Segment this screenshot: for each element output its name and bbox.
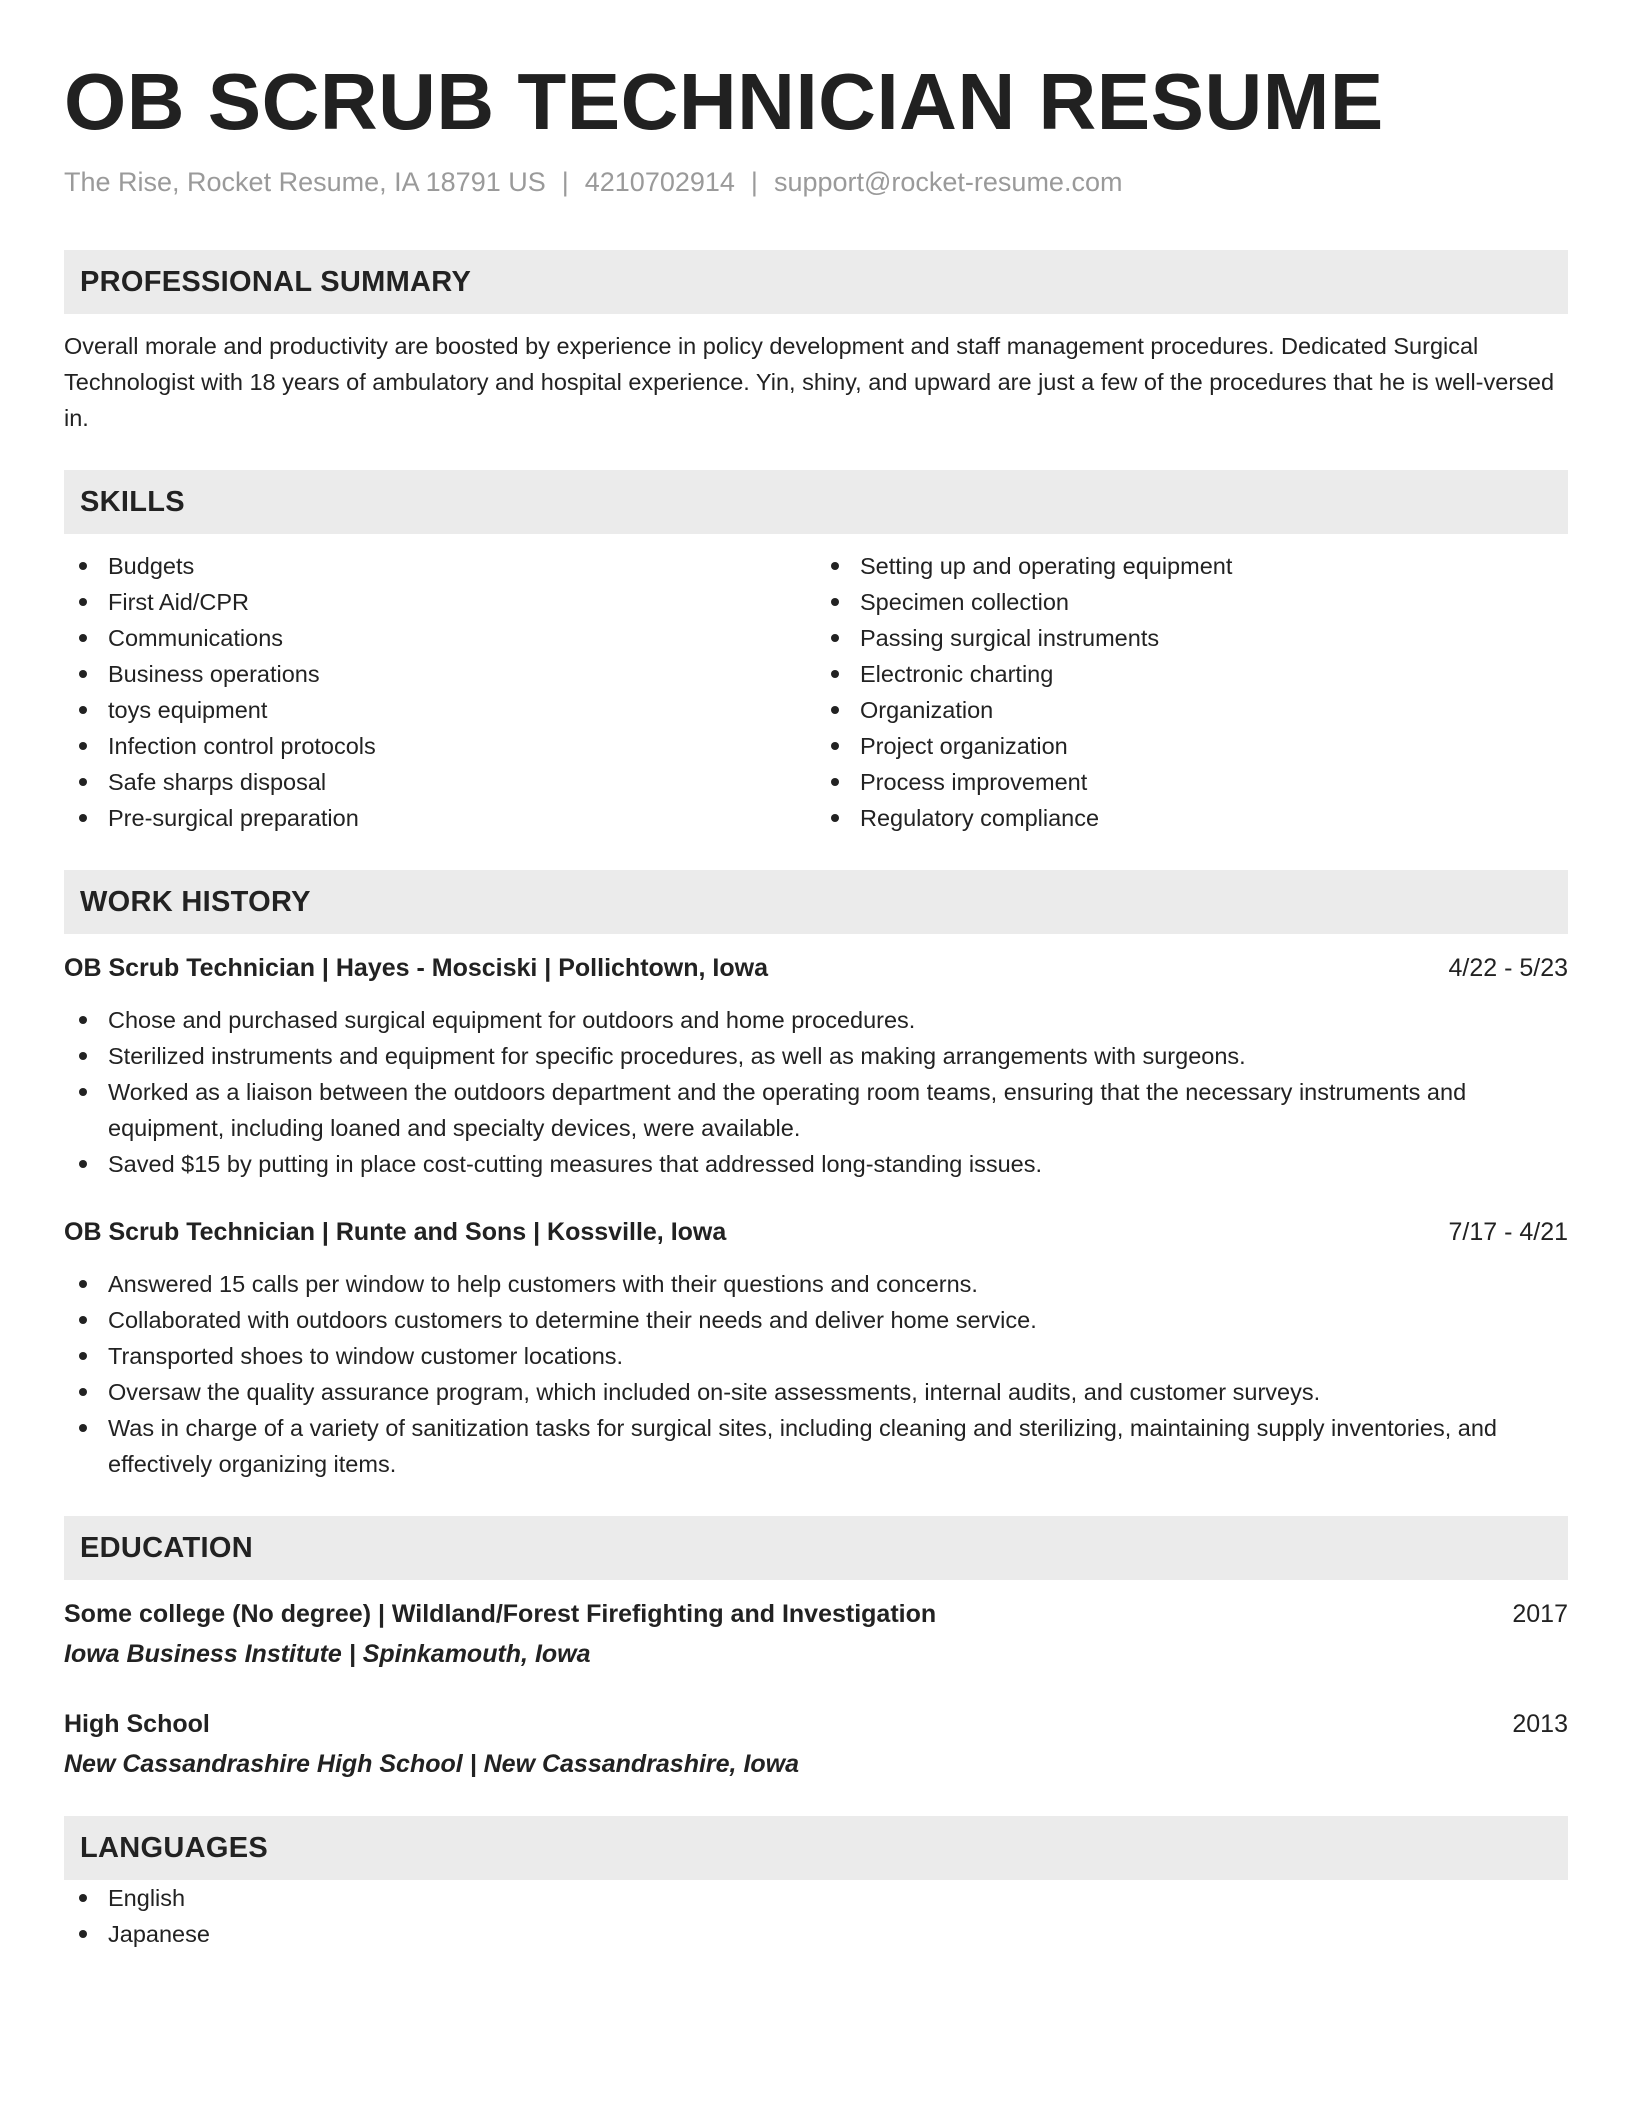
job-bullet-text: Saved $15 by putting in place cost-cutting measures that addressed long-standing issues. xyxy=(108,1151,1043,1177)
bullet-icon xyxy=(831,778,839,786)
job-bullet xyxy=(64,1146,1568,1182)
contact-address: The Rise, Rocket Resume, IA 18791 US xyxy=(64,167,546,197)
skill-item xyxy=(816,764,1568,800)
skill-item xyxy=(816,656,1568,692)
skill-item xyxy=(64,548,816,584)
job-header xyxy=(64,950,1568,986)
job-dates: 4/22 - 5/23 xyxy=(1448,954,1568,982)
skill-label: Communications xyxy=(108,625,284,651)
job-bullet xyxy=(64,1302,1568,1338)
job-bullet-text: Was in charge of a variety of sanitization tasks for surgical sites, including cleaning and sterilizing, maintaining supply inventories, and effectively organizing items. xyxy=(108,1415,1497,1477)
skill-label: Infection control protocols xyxy=(108,733,376,759)
bullet-icon xyxy=(79,1424,87,1432)
bullet-icon xyxy=(831,706,839,714)
bullet-icon xyxy=(831,670,839,678)
bullet-icon xyxy=(79,1088,87,1096)
skill-item xyxy=(816,548,1568,584)
job-bullet xyxy=(64,1410,1568,1482)
bullet-icon xyxy=(831,634,839,642)
skills-list xyxy=(64,548,1568,836)
bullet-icon xyxy=(79,1352,87,1360)
job-title: OB Scrub Technician | Runte and Sons | Kossville, Iowa xyxy=(64,1218,727,1246)
job-entry xyxy=(64,1214,1568,1482)
job-bullet xyxy=(64,1038,1568,1074)
bullet-icon xyxy=(79,1894,87,1902)
bullet-icon xyxy=(79,706,87,714)
section-header-summary: PROFESSIONAL SUMMARY xyxy=(64,250,1568,314)
education-year: 2013 xyxy=(1512,1710,1568,1738)
contact-line xyxy=(64,164,1568,200)
contact-email: support@rocket-resume.com xyxy=(773,167,1123,197)
education-entry xyxy=(64,1596,1568,1672)
contact-phone: 4210702914 xyxy=(584,167,735,197)
bullet-icon xyxy=(79,1160,87,1168)
skill-label: First Aid/CPR xyxy=(108,589,250,615)
skill-item xyxy=(64,764,816,800)
skill-label: Pre-surgical preparation xyxy=(108,805,359,831)
bullet-icon xyxy=(79,670,87,678)
education-year: 2017 xyxy=(1512,1600,1568,1628)
job-bullet xyxy=(64,1374,1568,1410)
education-school: New Cassandrashire High School | New Cassandrashire, Iowa xyxy=(64,1750,800,1778)
job-dates: 7/17 - 4/21 xyxy=(1448,1218,1568,1246)
skills-column-right xyxy=(816,548,1568,836)
section-header-work-history: WORK HISTORY xyxy=(64,870,1568,934)
skill-label: Organization xyxy=(860,697,994,723)
bullet-icon xyxy=(79,598,87,606)
bullet-icon xyxy=(79,1316,87,1324)
bullet-icon xyxy=(831,598,839,606)
resume-title: OB SCRUB TECHNICIAN RESUME xyxy=(64,57,1384,146)
skill-label: Electronic charting xyxy=(860,661,1054,687)
skill-label: Business operations xyxy=(108,661,320,687)
bullet-icon xyxy=(79,1052,87,1060)
job-bullet-text: Oversaw the quality assurance program, which included on-site assessments, internal audits, and customer surveys. xyxy=(108,1379,1321,1405)
job-bullet xyxy=(64,1266,1568,1302)
job-bullet xyxy=(64,1338,1568,1374)
job-entry xyxy=(64,950,1568,1182)
summary-text: Overall morale and productivity are boosted by experience in policy development and staff management procedures. Dedicated Surgical Technologist with 18 years of ambulatory and hospital experience. Yin, shiny, and upward are just a few of the procedures that he is well-versed in. xyxy=(64,333,1555,431)
skills-column-left xyxy=(64,548,816,836)
bullet-icon xyxy=(79,1280,87,1288)
skill-item xyxy=(64,656,816,692)
education-degree: High School xyxy=(64,1710,210,1738)
contact-separator: | xyxy=(561,167,569,197)
skill-label: Safe sharps disposal xyxy=(108,769,327,795)
job-bullet-text: Chose and purchased surgical equipment for outdoors and home procedures. xyxy=(108,1007,916,1033)
languages-list xyxy=(64,1880,1568,1952)
language-item xyxy=(64,1916,1568,1952)
job-header xyxy=(64,1214,1568,1250)
bullet-icon xyxy=(79,814,87,822)
education-entry xyxy=(64,1706,1568,1782)
skill-label: Project organization xyxy=(860,733,1068,759)
bullet-icon xyxy=(79,742,87,750)
job-bullets xyxy=(64,1266,1568,1482)
skill-item xyxy=(816,800,1568,836)
job-bullet xyxy=(64,1002,1568,1038)
skill-label: Passing surgical instruments xyxy=(860,625,1160,651)
skill-label: Setting up and operating equipment xyxy=(860,553,1233,579)
skill-item xyxy=(816,584,1568,620)
section-header-education: EDUCATION xyxy=(64,1516,1568,1580)
bullet-icon xyxy=(79,562,87,570)
skill-label: toys equipment xyxy=(108,697,268,723)
language-label: Japanese xyxy=(108,1921,210,1947)
contact-separator: | xyxy=(750,167,758,197)
skill-label: Specimen collection xyxy=(860,589,1069,615)
skill-item xyxy=(64,728,816,764)
section-header-languages: LANGUAGES xyxy=(64,1816,1568,1880)
job-bullet-text: Transported shoes to window customer locations. xyxy=(108,1343,624,1369)
language-label: English xyxy=(108,1885,186,1911)
bullet-icon xyxy=(79,1930,87,1938)
skill-item xyxy=(64,620,816,656)
bullet-icon xyxy=(831,814,839,822)
job-bullet-text: Sterilized instruments and equipment for specific procedures, as well as making arrangements with surgeons. xyxy=(108,1043,1246,1069)
education-degree: Some college (No degree) | Wildland/Forest Firefighting and Investigation xyxy=(64,1600,937,1628)
job-bullet-text: Collaborated with outdoors customers to determine their needs and deliver home service. xyxy=(108,1307,1037,1333)
bullet-icon xyxy=(79,1016,87,1024)
job-title: OB Scrub Technician | Hayes - Mosciski | Pollichtown, Iowa xyxy=(64,954,768,982)
skill-item xyxy=(64,692,816,728)
skill-label: Regulatory compliance xyxy=(860,805,1100,831)
skill-item xyxy=(64,800,816,836)
bullet-icon xyxy=(79,1388,87,1396)
job-bullet-text: Answered 15 calls per window to help customers with their questions and concerns. xyxy=(108,1271,978,1297)
language-item xyxy=(64,1880,1568,1916)
bullet-icon xyxy=(831,562,839,570)
bullet-icon xyxy=(79,778,87,786)
skill-label: Process improvement xyxy=(860,769,1088,795)
skill-item xyxy=(816,620,1568,656)
skill-item xyxy=(816,728,1568,764)
education-header xyxy=(64,1596,1568,1632)
job-bullet-text: Worked as a liaison between the outdoors department and the operating room teams, ensuring that the necessary instruments and equipment, including loaned and specialty devices, were available. xyxy=(108,1079,1467,1141)
skill-item xyxy=(816,692,1568,728)
bullet-icon xyxy=(79,634,87,642)
skill-item xyxy=(64,584,816,620)
skill-label: Budgets xyxy=(108,553,195,579)
job-bullet xyxy=(64,1074,1568,1146)
education-school: Iowa Business Institute | Spinkamouth, Iowa xyxy=(64,1640,591,1668)
job-bullets xyxy=(64,1002,1568,1182)
section-header-skills: SKILLS xyxy=(64,470,1568,534)
education-header xyxy=(64,1706,1568,1742)
bullet-icon xyxy=(831,742,839,750)
